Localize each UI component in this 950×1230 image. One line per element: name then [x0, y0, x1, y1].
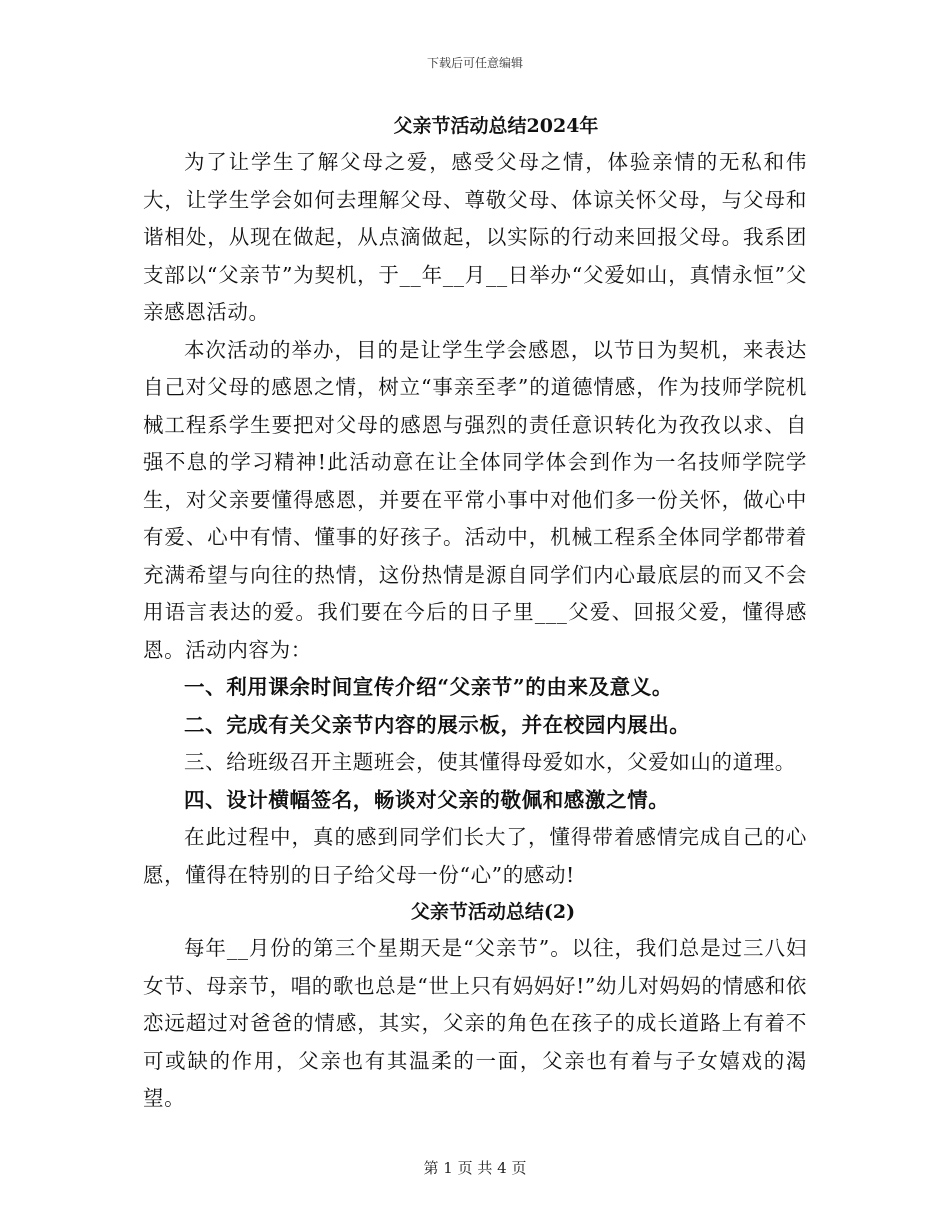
document-title: 父亲节活动总结2024年 [393, 115, 599, 137]
activity-item-3: 三、给班级召开主题班会，使其懂得母爱如水，父爱如山的道理。 [184, 750, 796, 774]
paragraph-intro: 为了让学生了解父母之爱，感受父母之情，体验亲情的无私和伟大，让学生学会如何去理解父母、尊敬父母、体谅关怀父母，与父母和谐相处，从现在做起，从点滴做起，以实际的行动来回报父母。我系团支部以“父亲节”为契机，于__年__月__日举办“父爱如山，真情永恒”父亲感恩活动。 [143, 150, 807, 324]
activity-item-4: 四、设计横幅签名，畅谈对父亲的敬佩和感激之情。 [184, 787, 670, 812]
activity-item-2: 二、完成有关父亲节内容的展示板，并在校园内展出。 [184, 712, 691, 737]
activity-item-1: 一、利用课余时间宣传介绍“父亲节”的由来及意义。 [184, 675, 673, 699]
paragraph-purpose: 本次活动的举办，目的是让学生学会感恩，以节日为契机，来表达自己对父母的感恩之情，树立“事亲至孝”的道德情感，作为技师学院机械工程系学生要把对父母的感恩与强烈的责任意识转化为孜孜以求、自强不息的学习精神!此活动意在让全体同学体会到作为一名技师学院学生，对父亲要懂得感恩，并要在平常小事中对他们多一份关怀，做心中有爱、心中有情、懂事的好孩子。活动中，机械工程系全体同学都带着充满希望与向往的热情，这份热情是源自同学们内心最底层的而又不会用语言表达的爱。我们要在今后的日子里___父爱、回报父爱，懂得感恩。活动内容为： [143, 337, 807, 662]
paragraph-closing: 在此过程中，真的感到同学们长大了，懂得带着感情完成自己的心愿，懂得在特别的日子给父母一份“心”的感动! [143, 825, 807, 887]
section-2-title: 父亲节活动总结(2) [410, 901, 576, 923]
document-body [143, 108, 807, 1118]
page-number: 第 1 页 共 4 页 [423, 1159, 527, 1177]
paragraph-section-2: 每年__月份的第三个星期天是“父亲节”。以往，我们总是过三八妇女节、母亲节，唱的歌也总是“世上只有妈妈好!”幼儿对妈妈的情感和依恋远超过对爸爸的情感，其实，父亲的角色在孩子的成长道路上有着不可或缺的作用，父亲也有其温柔的一面，父亲也有着与子女嬉戏的渴望。 [143, 936, 807, 1110]
header-note: 下载后可任意编辑 [426, 56, 523, 70]
